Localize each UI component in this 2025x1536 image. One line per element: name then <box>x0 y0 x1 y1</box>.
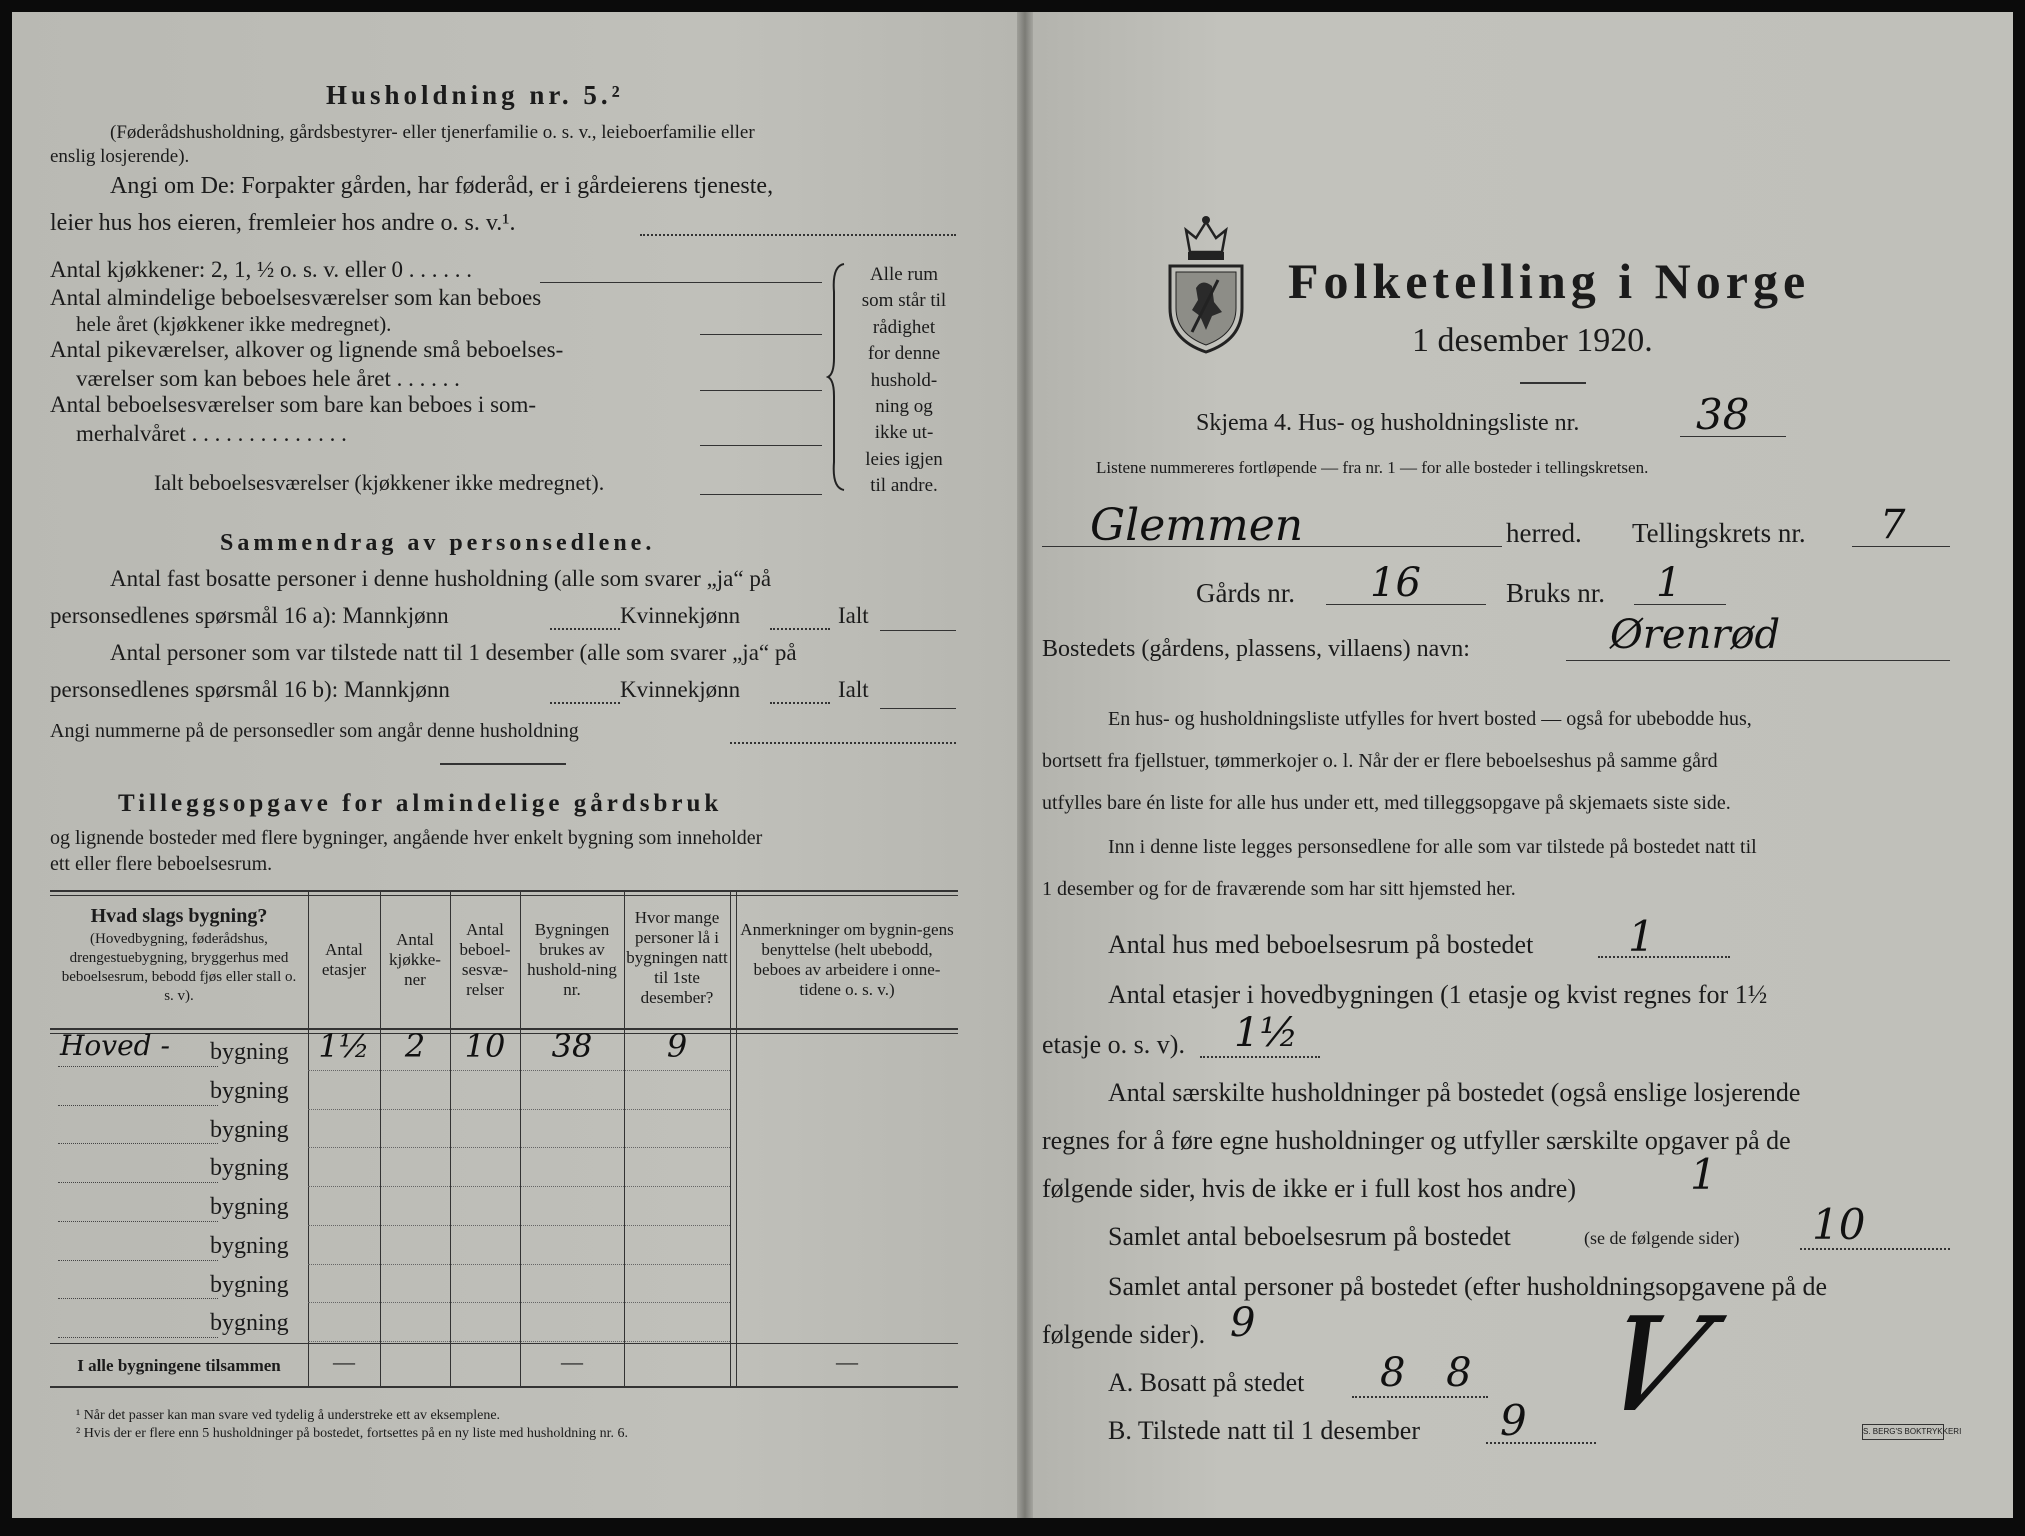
q-persons-label-1: Samlet antal personer på bostedet (efter husholdningsopgavene på de <box>1108 1272 1828 1301</box>
q-households-label-2: regnes for å føre egne husholdninger og utfyller særskilte opgaver på de <box>1042 1126 1791 1155</box>
q-floors-label-2: etasje o. s. v). <box>1042 1030 1185 1059</box>
page-fold <box>1017 12 1033 1518</box>
header-floors: Antal etasjer <box>321 940 367 979</box>
q-floors-line <box>1200 1056 1320 1058</box>
building-table <box>50 890 958 1388</box>
brace-note: Alle rum som står til rådighet for denne hushold- ning og ikke ut- leies igjen til andre. <box>861 264 947 497</box>
intro-line-1: (Føderådshusholdning, gårdsbestyrer- eller tjenerfamilie o. s. v., leieboerfamilie eller <box>110 122 755 143</box>
q-rooms-note: (se de følgende sider) <box>1584 1228 1740 1248</box>
resident-total-label: Ialt <box>838 603 869 628</box>
q-houses-value: 1 <box>1628 912 1655 961</box>
question-answer-line <box>640 234 956 236</box>
resident-total-line <box>880 630 956 631</box>
row-base-line <box>308 1341 730 1342</box>
row-base-line <box>308 1302 730 1303</box>
footnote-1: ¹ Når det passer kan man svare ved tydelig å understreke ett av eksemplene. <box>76 1408 501 1423</box>
bosted-value: Ørenrød <box>1610 612 1781 658</box>
row-suffix: bygning <box>210 1271 289 1298</box>
ordinary-rooms-label-2: hele året (kjøkkener ikke medregnet). <box>76 312 392 336</box>
table-row <box>50 1072 958 1111</box>
total-label: I alle bygningene tilsammen <box>77 1356 281 1375</box>
row-guide-line <box>58 1066 218 1067</box>
table-row <box>50 1027 958 1072</box>
question-line-1: Angi om De: Forpakter gården, har føderåd, er i gårdeierens tjeneste, <box>110 173 774 199</box>
ordinary-rooms-answer-line <box>700 334 822 335</box>
norwegian-coat-of-arms-icon <box>1162 212 1250 354</box>
bruks-line <box>1634 604 1726 605</box>
q-rooms-value: 10 <box>1812 1200 1866 1249</box>
table-row <box>50 1227 958 1266</box>
q-rooms-label: Samlet antal beboelsesrum på bostedet <box>1108 1222 1511 1251</box>
q-rooms-line <box>1800 1248 1950 1250</box>
table-row <box>50 1304 958 1343</box>
household-title: Husholdning nr. 5.² <box>326 80 624 110</box>
herred-line <box>1042 546 1502 547</box>
bruks-label: Bruks nr. <box>1506 578 1606 608</box>
kitchens-answer-line <box>540 282 822 283</box>
herred-value: Glemmen <box>1090 500 1304 551</box>
row-base-line <box>308 1147 730 1148</box>
a-value: 8 8 <box>1380 1350 1486 1396</box>
herred-label: herred. <box>1506 518 1582 548</box>
row-cell: 1½ <box>318 1027 370 1065</box>
info-line-2: bortsett fra fjellstuer, tømmerkojer o. l. Når der er flere beboelseshus på samme gård <box>1042 750 1718 772</box>
a-line <box>1352 1396 1488 1398</box>
row-suffix: bygning <box>210 1310 289 1337</box>
summer-rooms-answer-line <box>700 445 822 446</box>
row-suffix: bygning <box>210 1232 289 1259</box>
row-suffix: bygning <box>210 1039 289 1065</box>
gards-label: Gårds nr. <box>1196 578 1295 608</box>
bosted-line <box>1566 660 1950 661</box>
check-mark: V <box>1581 1289 1725 1441</box>
addition-intro-2: ett eller flere beboelsesrum. <box>50 853 273 875</box>
present-total-label: Ialt <box>838 677 869 702</box>
census-date: 1 desember 1920. <box>1412 322 1653 359</box>
schema-value-line <box>1680 436 1786 437</box>
q-households-label-3: følgende sider, hvis de ikke er i full kost hos andre) <box>1042 1174 1576 1203</box>
summer-rooms-label-2: merhalvåret . . . . . . . . . . . . . . <box>76 421 347 446</box>
footnote-2: ² Hvis der er flere enn 5 husholdninger på bostedet, fortsettes på en ny liste med husholdning nr. 6. <box>76 1426 629 1441</box>
printer-stamp: S. BERG'S BOKTRYKKERI <box>1862 1424 1944 1440</box>
krets-line <box>1852 546 1950 547</box>
numbers-answer-line <box>730 742 956 744</box>
row-guide-line <box>58 1182 218 1183</box>
summary-resident-label: Antal fast bosatte personer i denne husholdning (alle som svarer „ja“ på <box>110 566 772 591</box>
krets-label: Tellingskrets nr. <box>1632 518 1806 548</box>
row-cell: 2 <box>404 1027 426 1065</box>
row-base-line <box>308 1186 730 1187</box>
header-persons: Hvor mange personer lå i bygningen natt til 1ste desember? <box>626 908 728 1007</box>
schema-value: 38 <box>1696 390 1750 439</box>
summary-present-label: Antal personer som var tilstede natt til 1 desember (alle som svarer „ja“ på <box>110 640 797 665</box>
q-households-value: 1 <box>1690 1150 1717 1199</box>
krets-value: 7 <box>1880 502 1906 548</box>
header-kitchens: Antal kjøkke-ner <box>389 930 441 989</box>
table-row <box>50 1111 958 1150</box>
total-household: — <box>561 1349 583 1374</box>
info-line-4: Inn i denne liste legges personsedlene for alle som var tilstede på bostedet natt til <box>1108 836 1757 858</box>
row-base-line <box>308 1225 730 1226</box>
q-floors-label-1: Antal etasjer i hovedbygningen (1 etasje og kvist regnes for 1½ <box>1108 980 1768 1009</box>
summer-rooms-label: Antal beboelsesværelser som bare kan beboes i som- <box>50 392 537 417</box>
row-suffix: bygning <box>210 1077 289 1104</box>
row-guide-line <box>58 1105 218 1106</box>
small-rooms-answer-line <box>700 390 822 391</box>
gards-line <box>1326 604 1486 605</box>
rooms-total-label: Ialt beboelsesværelser (kjøkkener ikke medregnet). <box>154 470 605 495</box>
summary-title: Sammendrag av personsedlene. <box>220 530 656 556</box>
row-base-line <box>308 1264 730 1265</box>
summary-resident-label-2: personsedlenes spørsmål 16 a): Mannkjønn <box>50 603 449 628</box>
table-row <box>50 1149 958 1188</box>
header-household-nr: Bygningen brukes av hushold-ning nr. <box>527 920 617 999</box>
info-line-1: En hus- og husholdningsliste utfylles for hvert bosted — også for ubebodde hus, <box>1108 708 1752 730</box>
gards-value: 16 <box>1370 560 1421 606</box>
row-guide-line <box>58 1143 218 1144</box>
total-floors: — <box>333 1349 355 1374</box>
ordinary-rooms-label: Antal almindelige beboelsesværelser som kan beboes <box>50 285 542 310</box>
numbers-note: Angi nummerne på de personsedler som angår denne husholdning <box>50 720 579 742</box>
total-remarks: — <box>836 1349 858 1374</box>
row-cell: 10 <box>464 1027 506 1065</box>
table-row <box>50 1188 958 1227</box>
row-cell: 9 <box>666 1027 688 1065</box>
row-guide-line <box>58 1298 218 1299</box>
header-rooms: Antal beboel-sesvæ-relser <box>459 920 511 999</box>
row-guide-line <box>58 1221 218 1222</box>
row-guide-line <box>58 1337 218 1338</box>
header-building-type: Hvad slags bygning? (Hovedbygning, føderådshus, drengestuebygning, bryggerhus med beboelsesrum, bebodd fjøs eller stall o. s. v). <box>61 905 297 1004</box>
bosted-label: Bostedets (gårdens, plassens, villaens) navn: <box>1042 636 1470 662</box>
row-building-type: Hoved - <box>60 1029 170 1062</box>
b-line <box>1486 1442 1596 1444</box>
resident-female-label: Kvinnekjønn <box>620 603 741 628</box>
addition-intro-1: og lignende bosteder med flere bygninger, angående hver enkelt bygning som inneholder <box>50 827 763 849</box>
row-base-line <box>308 1109 730 1110</box>
row-suffix: bygning <box>210 1116 289 1143</box>
title-divider <box>1520 382 1586 384</box>
header-remarks: Anmerkninger om bygnin-gens benyttelse (helt ubebodd, beboes av arbeidere i onne-tidene o. s. v.) <box>740 920 954 999</box>
present-total-line <box>880 708 956 709</box>
present-female-label: Kvinnekjønn <box>620 677 741 702</box>
question-line-2: leier hus hos eieren, fremleier hos andre o. s. v.¹. <box>50 210 516 236</box>
q-floors-value: 1½ <box>1234 1010 1299 1056</box>
summary-present-label-2: personsedlenes spørsmål 16 b): Mannkjønn <box>50 677 450 702</box>
row-guide-line <box>58 1260 218 1261</box>
info-line-3: utfylles bare én liste for alle hus under ett, med tilleggsopgave på skjemaets siste side. <box>1042 792 1731 814</box>
brace-icon <box>826 262 848 492</box>
q-households-label-1: Antal særskilte husholdninger på bostedet (også enslige losjerende <box>1108 1078 1801 1107</box>
table-row <box>50 1266 958 1305</box>
numbering-note: Listene nummereres fortløpende — fra nr. 1 — for alle bosteder i tellingskretsen. <box>1096 458 1649 477</box>
census-title: Folketelling i Norge <box>1288 253 1811 309</box>
info-line-5: 1 desember og for de fraværende som har sitt hjemsted her. <box>1042 878 1516 900</box>
q-persons-label-2: følgende sider). <box>1042 1320 1206 1349</box>
row-suffix: bygning <box>210 1155 289 1182</box>
small-rooms-label-2: værelser som kan beboes hele året . . . . . . <box>76 366 460 391</box>
addition-title: Tilleggsopgave for almindelige gårdsbruk <box>118 790 723 817</box>
q-persons-value: 9 <box>1230 1300 1256 1346</box>
b-value: 9 <box>1500 1396 1527 1445</box>
row-cell: 38 <box>551 1027 593 1065</box>
present-female-line <box>770 702 830 704</box>
small-rooms-label: Antal pikeværelser, alkover og lignende små beboelses- <box>50 337 564 362</box>
intro-line-2: enslig losjerende). <box>50 146 190 167</box>
rooms-total-answer-line <box>700 494 822 495</box>
present-male-line <box>550 702 620 704</box>
row-base-line <box>308 1070 730 1071</box>
bruks-value: 1 <box>1656 560 1682 606</box>
section-divider <box>440 763 566 765</box>
resident-male-line <box>550 628 620 630</box>
q-houses-line <box>1598 956 1730 958</box>
q-houses-label: Antal hus med beboelsesrum på bostedet <box>1108 930 1534 959</box>
a-label: A. Bosatt på stedet <box>1108 1368 1305 1397</box>
resident-female-line <box>770 628 830 630</box>
schema-label: Skjema 4. Hus- og husholdningsliste nr. <box>1196 410 1580 436</box>
kitchens-label: Antal kjøkkener: 2, 1, ½ o. s. v. eller 0 . . . . . . <box>50 257 473 282</box>
b-label: B. Tilstede natt til 1 desember <box>1108 1416 1420 1445</box>
row-suffix: bygning <box>210 1194 289 1220</box>
